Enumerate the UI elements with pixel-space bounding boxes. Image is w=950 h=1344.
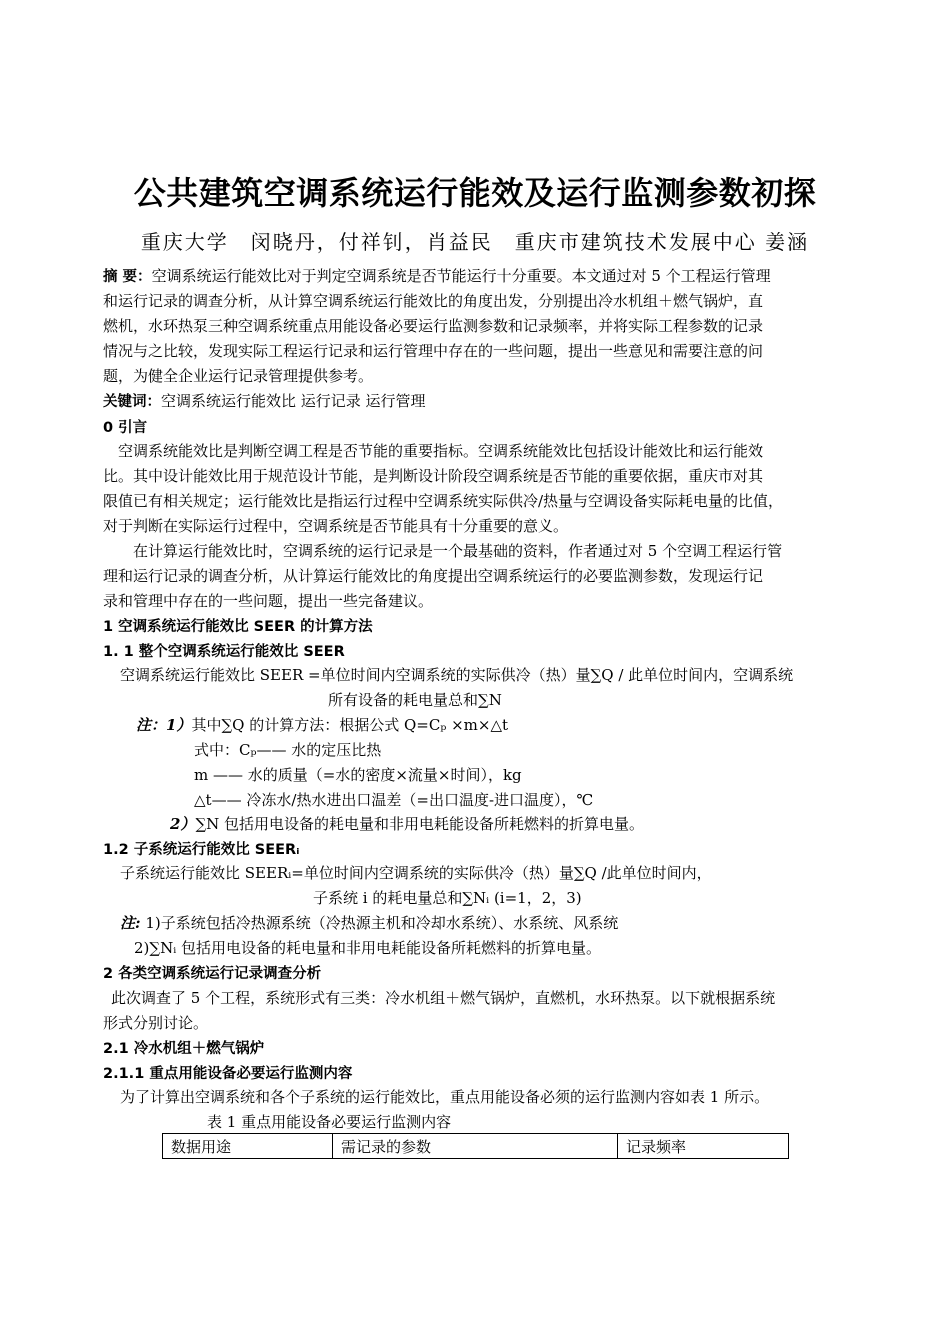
seeri-definition-line-1: 子系统运行能效比 SEERᵢ=单位时间内空调系统的实际供冷（热）量∑Q /此单位时间内， [120, 864, 712, 882]
sec2-p2: 为了计算出空调系统和各个子系统的运行能效比，重点用能设备必须的运行监测内容如表 1 所示。 [120, 1088, 770, 1106]
sec0-p1-line-1: 空调系统能效比是判断空调工程是否节能的重要指标。空调系统能效比包括设计能效比和运行能效 [103, 442, 764, 460]
sub-note-1-text: 1)子系统包括冷热源系统（冷热源主机和冷却水系统）、水系统、风系统 [145, 914, 619, 932]
sub-note-1 [120, 912, 618, 933]
table-header-cell: 记录频率 [618, 1134, 789, 1159]
seer-definition-line-2: 所有设备的耗电量总和∑N [328, 691, 502, 709]
abstract-text: 空调系统运行能效比对于判定空调系统是否节能运行十分重要。本文通过对 5 个工程运行管理 [151, 267, 771, 285]
section-1-heading: 1 空调系统运行能效比 SEER 的计算方法 [103, 619, 373, 635]
note-2 [170, 813, 644, 834]
table-1-caption: 表 1 重点用能设备必要运行监测内容 [207, 1113, 452, 1131]
abstract-line-4: 情况与之比较，发现实际工程运行记录和运行管理中存在的一些问题，提出一些意见和需要注意的问 [103, 342, 764, 360]
sec0-p1-line-4: 对于判断在实际运行过程中，空调系统是否节能具有十分重要的意义。 [103, 517, 569, 535]
abstract-label: 摘 要： [103, 269, 152, 285]
sec0-p1-line-3: 限值已有相关规定；运行能效比是指运行过程中空调系统实际供冷/热量与空调设备实际耗电量的比值， [103, 492, 784, 510]
formula-cp: 式中：Cₚ—— 水的定压比热 [194, 741, 382, 759]
sec2-p1-line-2: 形式分别讨论。 [103, 1014, 209, 1032]
note-label: 注：1） [136, 716, 192, 734]
sub-note-2: 2)∑Nᵢ 包括用电设备的耗电量和非用电耗能设备所耗燃料的折算电量。 [134, 939, 602, 957]
table-header-cell: 需记录的参数 [333, 1134, 618, 1159]
note-2-label: 2） [170, 815, 196, 833]
sub-note-label: 注: [120, 914, 141, 932]
formula-m: m —— 水的质量（=水的密度×流量×时间），kg [194, 766, 522, 784]
note-1 [136, 714, 508, 735]
table-header-cell: 数据用途 [163, 1134, 333, 1159]
abstract-line-5: 题，为健全企业运行记录管理提供参考。 [103, 367, 374, 385]
keywords-label: 关键词： [103, 394, 161, 410]
section-2-1-heading: 2.1 冷水机组＋燃气锅炉 [103, 1041, 265, 1057]
sec0-p1-line-2: 比。其中设计能效比用于规范设计节能，是判断设计阶段空调系统是否节能的重要依据，重庆市对其 [103, 467, 764, 485]
sec2-p1-line-1: 此次调查了 5 个工程，系统形式有三类：冷水机组＋燃气锅炉，直燃机，水环热泵。以下就根据系统 [111, 989, 776, 1007]
paper-title: 公共建筑空调系统运行能效及运行监测参数初探 [133, 174, 817, 212]
sec0-p2-line-2: 理和运行记录的调查分析，从计算运行能效比的角度提出空调系统运行的必要监测参数，发现运行记 [103, 567, 764, 585]
note-2-text: ∑N 包括用电设备的耗电量和非用电耗能设备所耗燃料的折算电量。 [195, 815, 645, 833]
table-1 [162, 1133, 789, 1159]
abstract-line-1 [103, 265, 771, 286]
section-1-1-heading: 1. 1 整个空调系统运行能效比 SEER [103, 644, 345, 660]
sec0-p2-line-1: 在计算运行能效比时，空调系统的运行记录是一个最基础的资料，作者通过对 5 个空调工程运行管 [103, 542, 783, 560]
table-header-row [163, 1134, 789, 1159]
paper-authors: 重庆大学 闵晓丹，付祥钊，肖益民 重庆市建筑技术发展中心 姜涵 [140, 230, 810, 254]
seeri-definition-line-2: 子系统 i 的耗电量总和∑Nᵢ (i=1，2，3) [313, 889, 582, 907]
note-1-text: 其中∑Q 的计算方法：根据公式 Q=Cₚ ×m×△t [191, 716, 509, 734]
section-1-2-heading: 1.2 子系统运行能效比 SEERᵢ [103, 842, 300, 858]
section-2-1-1-heading: 2.1.1 重点用能设备必要运行监测内容 [103, 1066, 353, 1082]
section-2-heading: 2 各类空调系统运行记录调查分析 [103, 966, 322, 982]
keywords-text: 空调系统运行能效比 运行记录 运行管理 [161, 392, 426, 410]
formula-dt: △t—— 冷冻水/热水进出口温差（=出口温度-进口温度），℃ [194, 791, 594, 809]
abstract-line-3: 燃机，水环热泵三种空调系统重点用能设备必要运行监测参数和记录频率，并将实际工程参数的记录 [103, 317, 764, 335]
sec0-p2-line-3: 录和管理中存在的一些问题，提出一些完备建议。 [103, 592, 434, 610]
section-0-heading: 0 引言 [103, 420, 148, 436]
keywords [103, 390, 426, 411]
abstract-line-2: 和运行记录的调查分析，从计算空调系统运行能效比的角度出发，分别提出冷水机组＋燃气锅炉，直 [103, 292, 764, 310]
seer-definition-line-1: 空调系统运行能效比 SEER =单位时间内空调系统的实际供冷（热）量∑Q / 此单位时间内，空调系统 [120, 666, 794, 684]
